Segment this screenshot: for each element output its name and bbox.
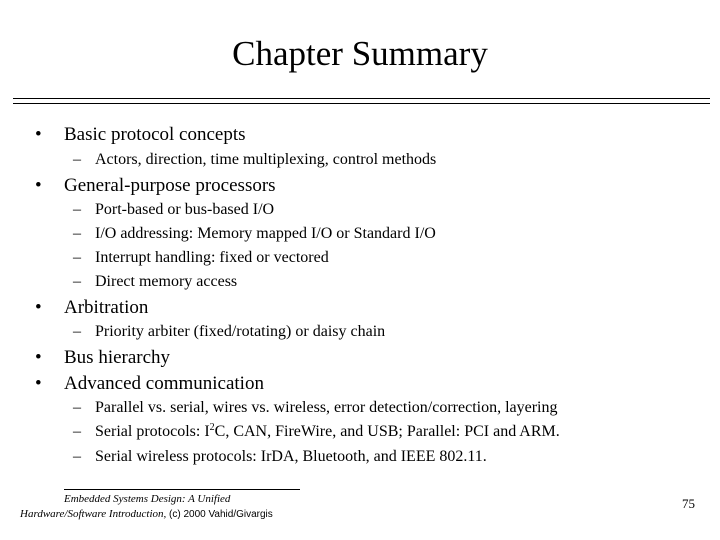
footer (20, 492, 273, 522)
bullet-marker: • (35, 297, 42, 318)
bullet-marker: • (35, 124, 42, 145)
footer-book-title: Hardware/Software Introduction, (20, 508, 167, 520)
sub-item-label: Interrupt handling: fixed or vectored (95, 249, 329, 266)
footer-line-1: Embedded Systems Design: A Unified (64, 493, 231, 505)
dash-marker: – (73, 273, 81, 290)
dash-marker: – (73, 323, 81, 340)
dash-marker: – (73, 249, 81, 266)
dash-marker: – (73, 448, 81, 465)
sub-item-label: Parallel vs. serial, wires vs. wireless, error detection/correction, layering (95, 399, 558, 416)
bullet-label: Bus hierarchy (64, 347, 171, 368)
page-number: 75 (682, 496, 695, 511)
footer-divider (64, 489, 300, 490)
sub-item-label-part: C, CAN, FireWire, and USB; Parallel: PCI and ARM. (214, 423, 560, 440)
bullet-marker: • (35, 175, 42, 196)
sub-item-label: Port-based or bus-based I/O (95, 201, 275, 218)
bullet-label: Arbitration (64, 297, 149, 318)
bullet-label: Advanced communication (64, 373, 264, 394)
sub-item-label: Priority arbiter (fixed/rotating) or daisy chain (95, 323, 386, 340)
footer-copyright: (c) 2000 Vahid/Givargis (169, 509, 273, 520)
dash-marker: – (73, 225, 81, 242)
bullet-marker: • (35, 347, 42, 368)
bullet-marker: • (35, 373, 42, 394)
title-divider (13, 98, 710, 104)
dash-marker: – (73, 423, 81, 440)
footer-line-2 (20, 507, 273, 522)
slide-title: Chapter Summary (232, 34, 488, 73)
sub-item-label: Actors, direction, time multiplexing, control methods (95, 151, 437, 168)
dash-marker: – (73, 151, 81, 168)
sub-item-label: Serial wireless protocols: IrDA, Bluetooth, and IEEE 802.11. (95, 448, 487, 465)
sub-item-label: I/O addressing: Memory mapped I/O or Standard I/O (95, 225, 436, 242)
superscript: 2 (209, 422, 215, 433)
bullet-label: General-purpose processors (64, 175, 276, 196)
sub-item-label-part: Serial protocols: I (95, 423, 210, 440)
sub-item-label (95, 424, 560, 440)
dash-marker: – (73, 201, 81, 218)
bullet-label: Basic protocol concepts (64, 124, 246, 145)
sub-item-label: Direct memory access (95, 273, 238, 290)
dash-marker: – (73, 399, 81, 416)
